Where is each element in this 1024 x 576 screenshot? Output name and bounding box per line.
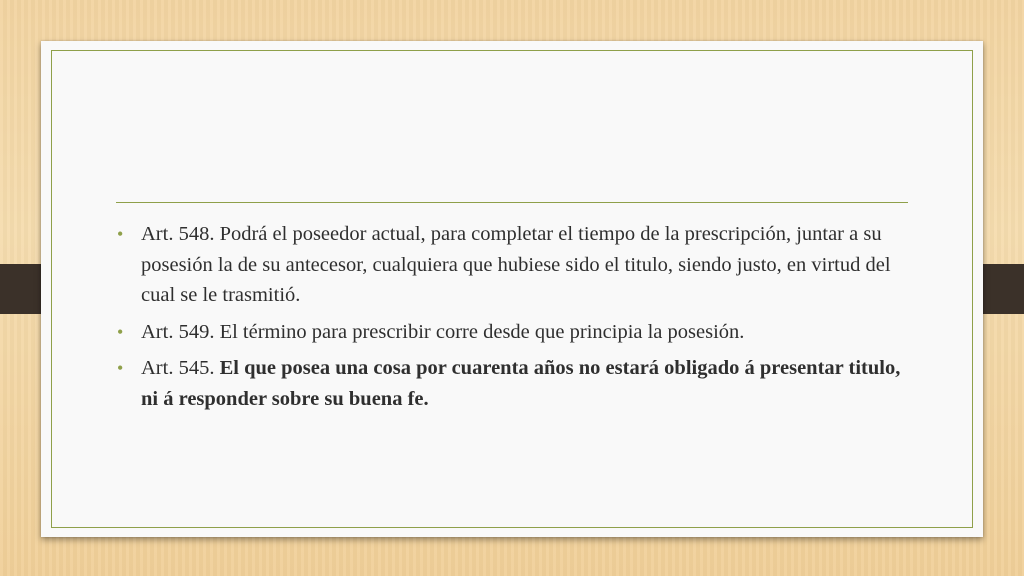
bullet-text: Art. 548. Podrá el poseedor actual, para completar el tiempo de la prescripción, juntar a su posesión la de su antecesor, cualquiera que hubiese sido el titulo, siendo justo, en virtud del cual se le trasmitió. [141,223,891,306]
bullet-icon: • [117,224,124,244]
title-divider-line [116,202,908,203]
bullet-text-bold: El que posea una cosa por cuarenta años no estará obligado á presentar titulo, ni á responder sobre su buena fe. [141,357,901,410]
slide-content [117,219,917,420]
bullet-text: Art. 549. El término para prescribir corre desde que principia la posesión. [141,320,745,343]
slide-paper [41,41,983,537]
bullet-list [117,219,917,414]
bullet-item-art-545 [117,353,917,414]
bullet-icon: • [117,321,124,342]
bullet-item-art-548 [117,219,917,311]
bullet-text: Art. 545. [141,357,220,379]
bullet-item-art-549 [117,317,917,348]
bullet-icon: • [117,358,124,378]
